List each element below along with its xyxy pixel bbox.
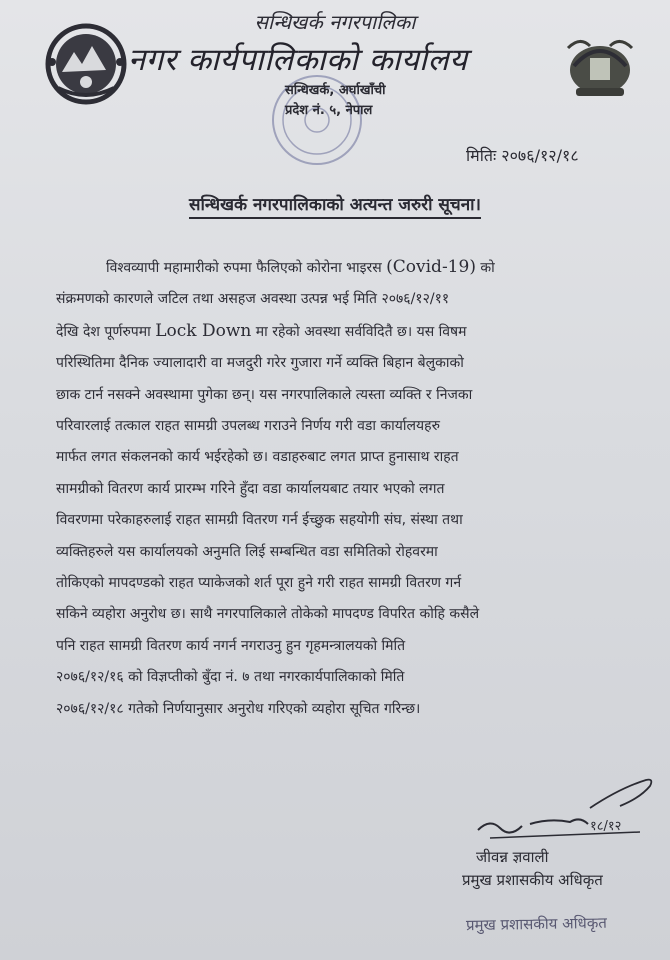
body-text-segment: मा रहेको अवस्था सर्वविदितै छ। यस विषम <box>251 323 467 340</box>
municipality-name: सन्धिखर्क नगरपालिका <box>254 10 416 34</box>
body-line: व्यक्तिहरुले यस कार्यालयको अनुमति लिई सम्बन्धित वडा समितिको रोहवरमा <box>56 543 438 560</box>
date-line: मितिः २०७६/१२/१८ <box>466 146 579 165</box>
body-line: सामग्रीको वितरण कार्य प्रारम्भ गरिने हुँदा वडा कार्यालयबाट तयार भएको लगत <box>56 480 445 497</box>
body-text-segment: (Covid-19) <box>386 257 476 277</box>
body-line: परिवारलाई तत्काल राहत सामग्री उपलब्ध गराउने निर्णय गरी वडा कार्यालयहरु <box>56 418 440 435</box>
body-line: विवरणमा परेकाहरुलाई राहत सामग्री वितरण गर्न ईच्छुक सहयोगी संघ, संस्था तथा <box>56 512 463 529</box>
address-line-1: सन्धिखर्क, अर्घाखाँची <box>285 83 386 98</box>
body-line: मार्फत लगत संकलनको कार्य भईरहेको छ। वडाहरुबाट लगत प्राप्त हुनासाथ राहत <box>56 449 459 466</box>
body-line <box>56 252 616 284</box>
address-line-2: प्रदेश नं. ५, नेपाल <box>285 103 373 118</box>
body-line: सकिने व्यहोरा अनुरोध छ। साथै नगरपालिकाले तोकेको मापदण्ड विपरित कोहि कसैले <box>56 606 480 623</box>
notice-body <box>56 252 616 725</box>
municipality-logo-icon <box>560 30 640 102</box>
office-title: नगर कार्यपालिकाको कार्यालय <box>128 42 468 78</box>
notice-heading <box>0 192 670 215</box>
body-line: संक्रमणको कारणले जटिल तथा असहज अवस्था उत्पन्न भई मिति २०७६/१२/११ <box>56 291 450 308</box>
body-line: पनि राहत सामग्री वितरण कार्य नगर्न नगराउनु हुन गृहमन्त्रालयको मिति <box>56 637 406 654</box>
body-line: २०७६/१२/१८ गतेको निर्णयानुसार अनुरोध गरिएको व्यहोरा सूचित गरिन्छ। <box>56 700 421 717</box>
body-line: २०७६/१२/१६ को विज्ञप्तीको बुँदा नं. ७ तथा नगरकार्यपालिकाको मिति <box>56 669 405 686</box>
signature-date: १८/१२ <box>590 819 622 834</box>
body-text-segment: Lock Down <box>155 320 252 341</box>
signer-title: प्रमुख प्रशासकीय अधिकृत <box>462 871 603 889</box>
body-line: परिस्थितिमा दैनिक ज्यालादारी वा मजदुरी गरेर गुजारा गर्ने व्यक्ति बिहान बेलुकाको <box>56 355 464 372</box>
body-text-segment: विश्वव्यापी महामारीको रुपमा फैलिएको कोरोना भाइरस <box>106 260 387 276</box>
signer-name: जीवन्न ज्ञवाली <box>476 848 549 866</box>
title-stamp: प्रमुख प्रशासकीय अधिकृत <box>465 913 607 935</box>
handwritten-signature-icon <box>470 768 660 848</box>
notice-heading-text: सन्धिखर्क नगरपालिकाको अत्यन्त जरुरी सूचना। <box>189 195 481 219</box>
body-line <box>56 316 616 348</box>
body-line: छाक टार्न नसक्ने अवस्थामा पुगेका छन्। यस नगरपालिकाले त्यस्ता व्यक्ति र निजका <box>56 386 473 403</box>
body-line: तोकिएको मापदण्डको राहत प्याकेजको शर्त पूरा हुने गरी राहत सामग्री वितरण गर्न <box>56 575 462 592</box>
body-text-segment: देखि देश पूर्णरुपमा <box>56 323 156 340</box>
body-text-segment: को <box>475 260 495 276</box>
